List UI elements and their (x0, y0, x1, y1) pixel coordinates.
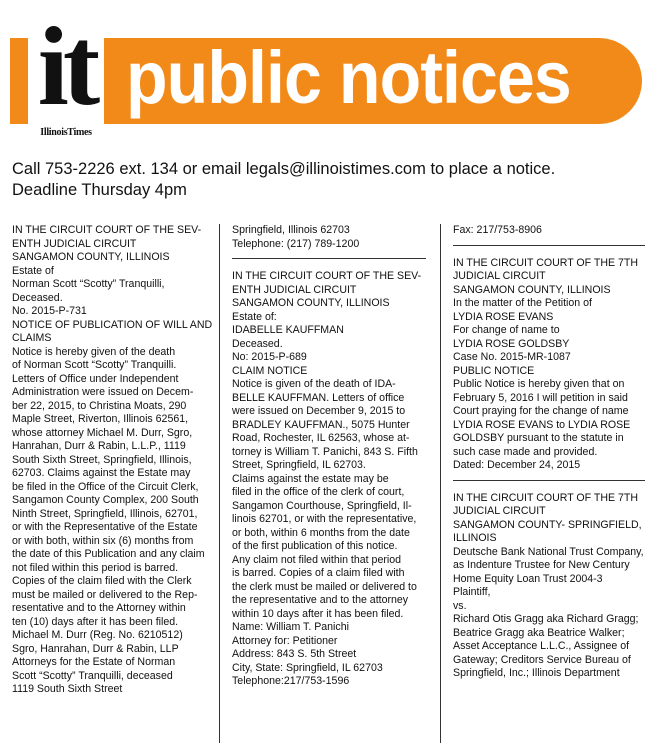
notice-line: Asset Acceptance L.L.C., Assignee of (453, 640, 630, 652)
notice-line: PUBLIC NOTICE (453, 364, 535, 377)
legal-notice (453, 224, 645, 238)
notice-line: Telephone:217/753-1596 (232, 675, 350, 687)
masthead-banner (10, 38, 642, 124)
notice-line: must be mailed or delivered to the Rep- (12, 588, 198, 601)
notice-line: ber 22, 2015, to Christina Moats, 290 (12, 399, 187, 412)
notice-line: LYDIA ROSE EVANS (453, 310, 554, 323)
notice-line: Name: William T. Panichi (232, 621, 349, 633)
notice-line: BELLE KAUFFMAN. Letters of office (232, 391, 405, 404)
notice-line: as Indenture Trustee for New Century (453, 559, 630, 571)
section-title: public notices (126, 36, 571, 119)
call-line-contact: Call 753-2226 ext. 134 or email legals@illinoistimes.com to place a notice. (12, 160, 556, 178)
notice-line: ILLINOIS (453, 532, 497, 544)
notice-line: Plaintiff, (453, 586, 491, 598)
notice-line: were issued on December 9, 2015 to (232, 405, 406, 417)
call-line-deadline: Deadline Thursday 4pm (12, 181, 187, 199)
notice-line: Street, Springfield, IL 62703. (232, 459, 366, 471)
notice-divider (453, 480, 645, 481)
notice-line: City, State: Springfield, IL 62703 (232, 661, 383, 674)
notice-divider (453, 245, 645, 246)
notice-line: torney is William T. Panichi, 843 S. Fifth (232, 445, 418, 458)
notice-line: Deceased. (232, 337, 283, 350)
notice-line: such case made and provided. (453, 445, 598, 458)
notice-line: For change of name to (453, 324, 560, 336)
notice-line: IN THE CIRCUIT COURT OF THE 7TH (453, 256, 639, 269)
notice-line: February 5, 2016 I will petition in said (453, 391, 628, 404)
notice-line: Notice is hereby given of the death (12, 345, 176, 358)
notice-line: or with the Representative of the Estate (12, 521, 198, 533)
notice-line: Address: 843 S. 5th Street (232, 648, 357, 660)
column-divider (219, 224, 220, 743)
notice-line: Attorneys for the Estate of Norman (12, 656, 176, 668)
notice-line: SANGAMON COUNTY, ILLINOIS (232, 297, 390, 309)
notice-line: Scott “Scotty” Tranquilli, deceased (12, 669, 173, 682)
notice-line: SANGAMON COUNTY- SPRINGFIELD, (453, 518, 642, 531)
notice-line: Case No. 2015-MR-1087 (453, 351, 571, 363)
notice-line: CLAIMS (12, 332, 52, 344)
notice-column-2 (232, 224, 426, 689)
notice-line: Road, Rochester, IL 62563, whose at- (232, 432, 410, 444)
notice-line: or with both, within six (6) months from (12, 534, 194, 547)
notice-line: Sangamon County Complex, 200 South (12, 494, 199, 506)
notice-line: JUDICIAL CIRCUIT (453, 270, 546, 282)
notice-line: of Norman Scott “Scotty” Tranquilli. (12, 359, 177, 371)
notice-line: NOTICE OF PUBLICATION OF WILL AND (12, 318, 213, 331)
notice-line: Dated: December 24, 2015 (453, 459, 581, 471)
notice-line: Copies of the claim filed with the Clerk (12, 575, 192, 587)
notice-line: Springfield, Inc.; Illinois Department (453, 667, 620, 679)
notice-line: No. 2015-P-731 (12, 305, 87, 317)
notice-line: 1119 South Sixth Street (12, 683, 123, 695)
notice-line: or both, within 6 months from the date (232, 526, 410, 539)
column-divider (440, 224, 441, 743)
notice-line: IN THE CIRCUIT COURT OF THE 7TH (453, 491, 639, 504)
notice-line: CLAIM NOTICE (232, 364, 308, 377)
notice-line: BRADLEY KAUFFMAN., 5075 Hunter (232, 418, 410, 431)
legal-notice (453, 492, 645, 681)
notice-line: SANGAMON COUNTY, ILLINOIS (12, 251, 170, 263)
notice-line: within 10 days after it has been filed. (232, 607, 404, 620)
notice-line: Estate of (12, 264, 54, 277)
notice-line: Gateway; Creditors Service Bureau of (453, 653, 631, 666)
notice-column-3 (453, 224, 645, 681)
notice-line: Michael M. Durr (Reg. No. 6210512) (12, 629, 183, 641)
notice-line: vs. (453, 599, 467, 612)
notice-line: Any claim not filed within that period (232, 553, 401, 566)
legal-notice (232, 270, 426, 689)
notice-line: IN THE CIRCUIT COURT OF THE SEV- (12, 224, 202, 236)
notice-line: Ninth Street, Springfield, Illinois, 62701, (12, 507, 198, 520)
notice-line: LYDIA ROSE GOLDSBY (453, 337, 570, 350)
notice-line: Springfield, Illinois 62703 (232, 224, 350, 236)
notice-line: of the first publication of this notice. (232, 540, 398, 552)
notice-line: linois 62701, or with the representative, (232, 513, 417, 525)
notice-line: Notice is given of the death of IDA- (232, 378, 396, 390)
notice-line: GOLDSBY pursuant to the statute in (453, 432, 624, 444)
notice-line: Norman Scott “Scotty” Tranquilli, (12, 278, 165, 290)
notice-line: whose attorney Michael M. Durr, Sgro, (12, 426, 193, 439)
notice-line: JUDICIAL CIRCUIT (453, 505, 546, 517)
notice-line: Deceased. (12, 291, 63, 304)
logo-name: IllinoisTimes (40, 127, 92, 138)
notice-line: Letters of Office under Independent (12, 372, 179, 385)
notice-line: Deutsche Bank National Trust Company, (453, 545, 644, 558)
notice-line: not filed within this period is barred. (12, 561, 179, 574)
notice-line: LYDIA ROSE EVANS to LYDIA ROSE (453, 418, 631, 431)
legal-notice (453, 257, 645, 473)
legal-notice (12, 224, 214, 697)
illinois-times-logo (28, 5, 104, 140)
notice-line: Richard Otis Gragg aka Richard Gragg; (453, 613, 639, 625)
notice-line: Hanrahan, Durr & Rabin, L.L.P., 1119 (12, 440, 186, 452)
notice-line: is barred. Copies of a claim filed with (232, 567, 405, 579)
notice-line: ENTH JUDICIAL CIRCUIT (232, 283, 357, 296)
notice-line: filed in the office of the clerk of court, (232, 486, 405, 498)
notice-line: Telephone: (217) 789-1200 (232, 237, 360, 250)
notice-divider (232, 258, 426, 259)
notice-line: Beatrice Gragg aka Beatrice Walker; (453, 626, 625, 639)
notice-line: Attorney for: Petitioner (232, 634, 338, 647)
legal-notice (232, 224, 426, 251)
logo-mark: it (37, 5, 95, 129)
call-line (12, 159, 644, 201)
notice-column-1 (12, 224, 214, 697)
notice-line: No: 2015-P-689 (232, 351, 307, 363)
notice-line: Public Notice is hereby given that on (453, 378, 625, 390)
notice-line: In the matter of the Petition of (453, 297, 592, 309)
notice-line: be filed in the Office of the Circuit Clerk, (12, 480, 199, 493)
notice-line: SANGAMON COUNTY, ILLINOIS (453, 283, 611, 296)
notice-line: Administration were issued on Decem- (12, 386, 194, 398)
notice-line: the date of this Publication and any claim (12, 548, 205, 560)
notice-line: IN THE CIRCUIT COURT OF THE SEV- (232, 270, 422, 282)
notice-line: resentative and to the Attorney within (12, 602, 186, 614)
notice-line: South Sixth Street, Springfield, Illinois, (12, 453, 192, 466)
notice-line: ten (10) days after it has been filed. (12, 615, 179, 628)
notice-line: Sangamon Courthouse, Springfield, Il- (232, 499, 412, 512)
notice-line: Fax: 217/753-8906 (453, 224, 542, 236)
notice-line: ENTH JUDICIAL CIRCUIT (12, 237, 137, 250)
notice-line: IDABELLE KAUFFMAN (232, 324, 344, 336)
notice-line: 62703. Claims against the Estate may (12, 467, 191, 479)
notice-line: Claims against the estate may be (232, 472, 389, 485)
notice-line: Maple Street, Riverton, Illinois 62561, (12, 413, 189, 425)
notice-line: the clerk must be mailed or delivered to (232, 580, 417, 593)
notice-line: Home Equity Loan Trust 2004-3 (453, 572, 603, 585)
notice-line: Court praying for the change of name (453, 405, 629, 417)
notice-line: Estate of: (232, 310, 277, 323)
notice-line: the representative and to the attorney (232, 594, 409, 606)
notice-line: Sgro, Hanrahan, Durr & Rabin, LLP (12, 642, 179, 655)
